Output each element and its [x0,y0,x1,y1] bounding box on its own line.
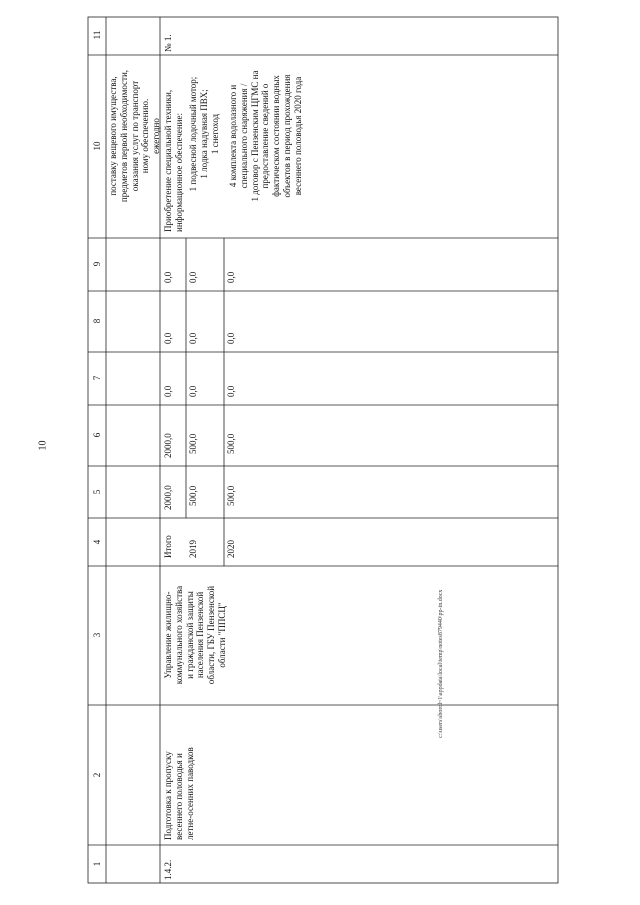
value-col9: 0,0 [188,271,198,283]
row-name-line: весеннего половодья и [173,753,184,840]
value-col6: 500,0 [226,433,236,454]
footer-file-path: c:\users\sborol~1\appdata\local\temp\notes879440\pp-in.docx [438,589,444,738]
measures-line: 4 комплекта водолазного и [228,84,238,188]
continuation-line: ному обеспечению. [140,98,151,174]
column-number-9: 9 [92,261,102,267]
column-number-6: 6 [92,432,102,438]
measures-line: информационное обеспечение: [173,113,184,232]
continuation-line: оказания услуг по транспорт [129,80,140,192]
value-col8: 0,0 [163,332,173,344]
column-number-10: 10 [92,141,102,151]
column-number-8: 8 [92,318,102,324]
executor-line: области, ГБУ Пензенской [206,585,217,685]
year-2019: 2019 [188,540,198,558]
column-number-4: 4 [92,539,102,545]
value-col8: 0,0 [226,332,236,344]
measures-line: 1 лодка надувная ПВХ; [198,89,209,179]
value-col7: 0,0 [188,385,198,397]
column-number-2: 2 [92,772,102,778]
executor-line: области "ППСЦ" [216,602,227,668]
executor-line: населения Пензенской [195,591,206,679]
row-name-line: Подготовка к пропуску [163,751,173,840]
measures-line: фактическом состоянии водных [271,75,282,197]
value-col5: 2000,0 [163,485,173,510]
value-col7: 0,0 [163,385,173,397]
continuation-line: поставку вещевого имущества, [108,76,118,196]
measures-line: объектов в период прохождения [281,74,292,198]
measures-2019 [188,46,220,222]
value-col5: 500,0 [226,485,236,506]
continuation-text [108,46,162,226]
row-number: 1.4.2. [163,859,173,880]
year-2020: 2020 [226,540,236,558]
year-total: Итого [163,535,173,558]
value-col9: 0,0 [163,271,173,283]
row-name [163,747,195,840]
measures-line: 1 договор с Пензенским ЦГМС на [249,70,260,202]
continuation-line: ежегодно [151,118,162,154]
value-col8: 0,0 [188,332,198,344]
value-col5: 500,0 [188,485,198,506]
page-number: 10 [37,440,49,451]
executor-line: и гражданской защиты [184,591,195,679]
measures-line: Приобретение специальной техники, [163,89,173,232]
column-number-11: 11 [92,30,102,40]
measures-line: предоставление сведений о [260,83,271,189]
row-note: № 1. [163,34,173,52]
row-executor [163,568,228,702]
executor-line: коммунального хозяйства [173,585,184,685]
measures-line: специального снаряжения / [238,83,249,189]
row-name-line: летне-осенних паводков [184,747,195,840]
value-col6: 500,0 [188,433,198,454]
column-number-1: 1 [92,861,102,867]
measures-text [163,90,185,232]
measures-line: 1 снегоход [209,113,220,155]
value-col6: 2000,0 [163,433,173,458]
measures-line: 1 подвесной лодочный мотор; [188,76,198,192]
column-number-3: 3 [92,632,102,638]
column-number-7: 7 [92,375,102,381]
executor-line: Управление жилищно- [163,591,173,679]
value-col9: 0,0 [226,271,236,283]
measures-line: весеннего половодья 2020 года [292,76,303,196]
continuation-line: предметов первой необходимости, [118,69,129,203]
measures-2020 [228,46,304,226]
column-number-5: 5 [92,489,102,495]
value-col7: 0,0 [226,385,236,397]
